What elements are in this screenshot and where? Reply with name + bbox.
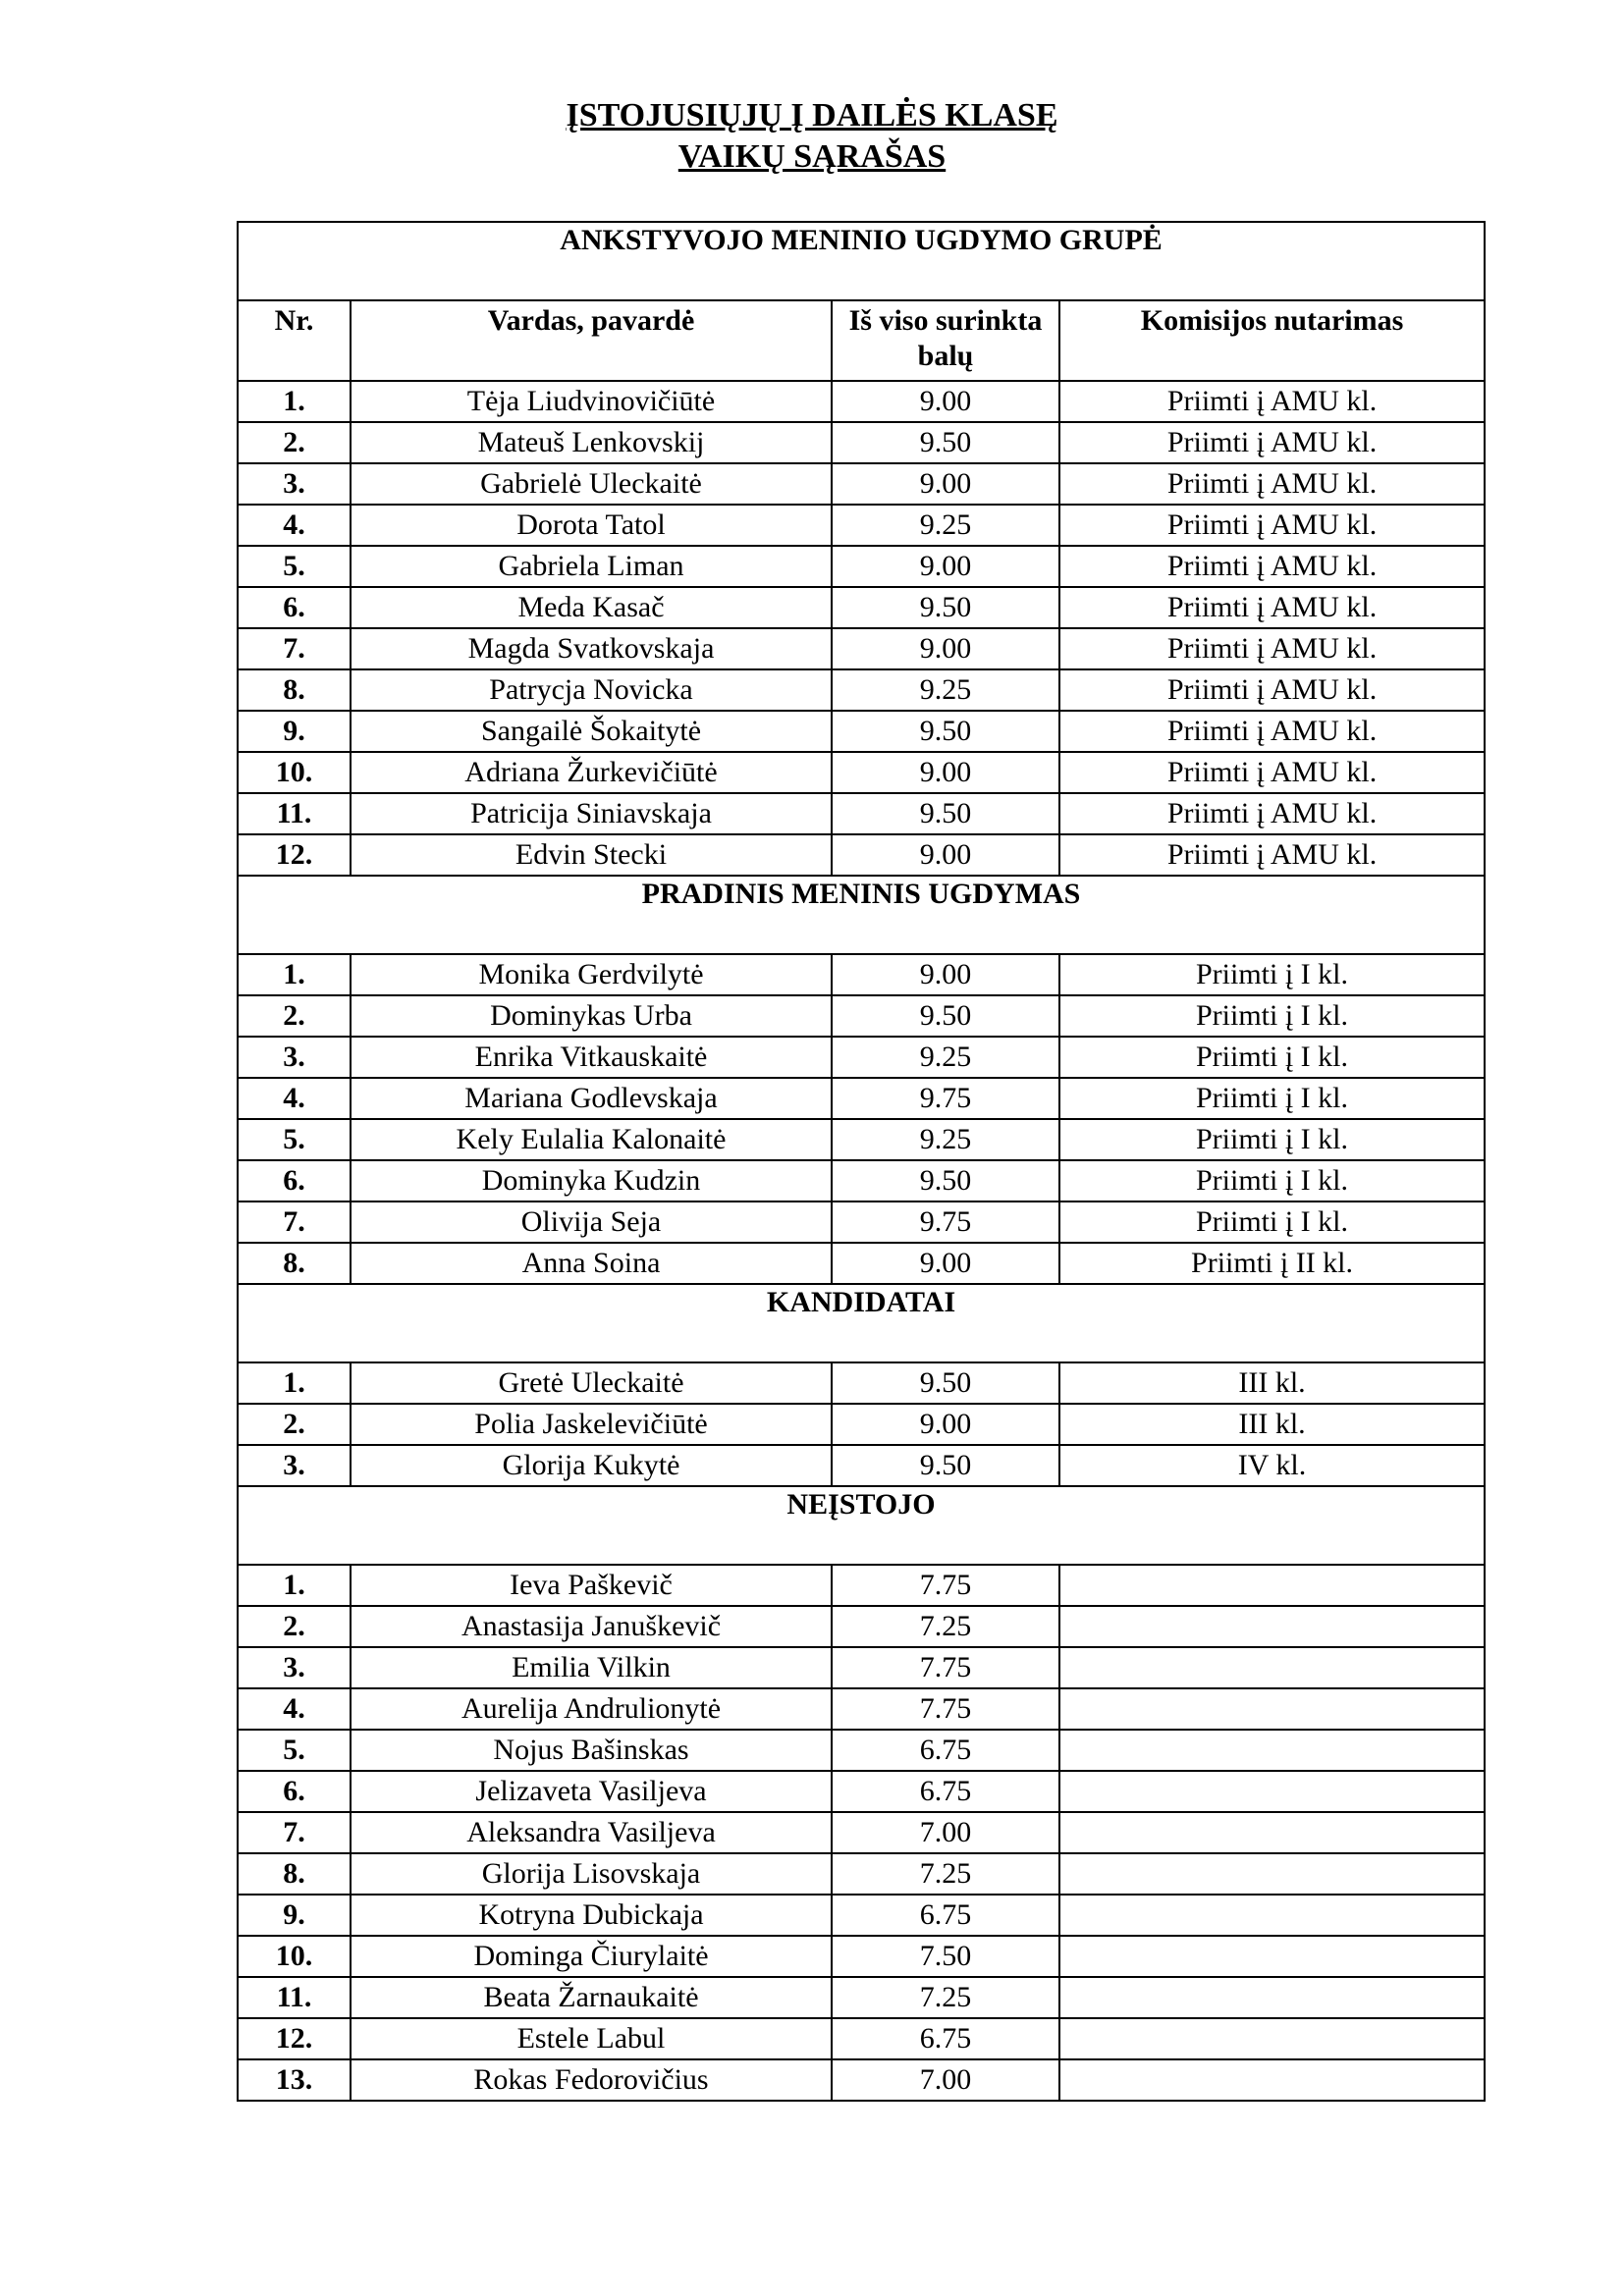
row-number: 6. xyxy=(238,1160,351,1201)
table-row xyxy=(238,711,1485,752)
total-score: 7.75 xyxy=(832,1688,1059,1730)
total-score: 9.00 xyxy=(832,463,1059,505)
table-row xyxy=(238,463,1485,505)
commission-decision: Priimti į I kl. xyxy=(1059,1119,1485,1160)
row-number: 11. xyxy=(238,1977,351,2018)
student-name: Beata Žarnaukaitė xyxy=(351,1977,832,2018)
total-score: 9.00 xyxy=(832,1404,1059,1445)
table-row xyxy=(238,1771,1485,1812)
section-title-row xyxy=(238,1486,1485,1565)
table-row xyxy=(238,1119,1485,1160)
student-name: Olivija Seja xyxy=(351,1201,832,1243)
total-score: 9.00 xyxy=(832,752,1059,793)
commission-decision xyxy=(1059,2018,1485,2059)
total-score: 6.75 xyxy=(832,1730,1059,1771)
table-row xyxy=(238,1404,1485,1445)
student-name: Polia Jaskelevičiūtė xyxy=(351,1404,832,1445)
table-row xyxy=(238,1037,1485,1078)
commission-decision: Priimti į AMU kl. xyxy=(1059,669,1485,711)
row-number: 2. xyxy=(238,995,351,1037)
commission-decision: Priimti į AMU kl. xyxy=(1059,463,1485,505)
student-name: Dominyka Kudzin xyxy=(351,1160,832,1201)
row-number: 12. xyxy=(238,834,351,876)
student-name: Dominykas Urba xyxy=(351,995,832,1037)
total-score: 7.75 xyxy=(832,1647,1059,1688)
student-name: Aurelija Andrulionytė xyxy=(351,1688,832,1730)
table-row xyxy=(238,1078,1485,1119)
commission-decision: Priimti į AMU kl. xyxy=(1059,422,1485,463)
total-score: 9.50 xyxy=(832,587,1059,628)
table-row xyxy=(238,587,1485,628)
student-name: Dorota Tatol xyxy=(351,505,832,546)
commission-decision: Priimti į II kl. xyxy=(1059,1243,1485,1284)
total-score: 7.00 xyxy=(832,2059,1059,2101)
total-score: 9.00 xyxy=(832,834,1059,876)
row-number: 11. xyxy=(238,793,351,834)
row-number: 2. xyxy=(238,1404,351,1445)
row-number: 10. xyxy=(238,752,351,793)
row-number: 1. xyxy=(238,381,351,422)
row-number: 4. xyxy=(238,1688,351,1730)
student-name: Gretė Uleckaitė xyxy=(351,1362,832,1404)
student-name: Patricija Siniavskaja xyxy=(351,793,832,834)
student-name: Anna Soina xyxy=(351,1243,832,1284)
commission-decision: III kl. xyxy=(1059,1404,1485,1445)
header-nr: Nr. xyxy=(238,300,351,381)
total-score: 7.00 xyxy=(832,1812,1059,1853)
row-number: 8. xyxy=(238,1853,351,1895)
table-row xyxy=(238,422,1485,463)
row-number: 2. xyxy=(238,422,351,463)
row-number: 1. xyxy=(238,954,351,995)
total-score: 6.75 xyxy=(832,1895,1059,1936)
table-row xyxy=(238,1445,1485,1486)
row-number: 7. xyxy=(238,1201,351,1243)
commission-decision: Priimti į I kl. xyxy=(1059,995,1485,1037)
section-title: NEĮSTOJO xyxy=(238,1486,1485,1565)
total-score: 7.50 xyxy=(832,1936,1059,1977)
total-score: 9.25 xyxy=(832,1119,1059,1160)
student-name: Magda Svatkovskaja xyxy=(351,628,832,669)
row-number: 8. xyxy=(238,669,351,711)
row-number: 4. xyxy=(238,1078,351,1119)
total-score: 9.75 xyxy=(832,1201,1059,1243)
row-number: 1. xyxy=(238,1362,351,1404)
table-row xyxy=(238,954,1485,995)
total-score: 6.75 xyxy=(832,2018,1059,2059)
section-title: ANKSTYVOJO MENINIO UGDYMO GRUPĖ xyxy=(238,222,1485,300)
commission-decision: Priimti į I kl. xyxy=(1059,1037,1485,1078)
student-name: Mateuš Lenkovskij xyxy=(351,422,832,463)
commission-decision xyxy=(1059,1812,1485,1853)
table-row xyxy=(238,2059,1485,2101)
row-number: 5. xyxy=(238,1730,351,1771)
commission-decision xyxy=(1059,1853,1485,1895)
total-score: 9.50 xyxy=(832,793,1059,834)
commission-decision: Priimti į AMU kl. xyxy=(1059,381,1485,422)
table-row xyxy=(238,381,1485,422)
table-row xyxy=(238,793,1485,834)
table-row xyxy=(238,1812,1485,1853)
commission-decision: IV kl. xyxy=(1059,1445,1485,1486)
total-score: 9.00 xyxy=(832,954,1059,995)
header-decision: Komisijos nutarimas xyxy=(1059,300,1485,381)
total-score: 7.25 xyxy=(832,1853,1059,1895)
student-name: Glorija Lisovskaja xyxy=(351,1853,832,1895)
student-name: Kely Eulalia Kalonaitė xyxy=(351,1119,832,1160)
student-name: Jelizaveta Vasiljeva xyxy=(351,1771,832,1812)
student-name: Meda Kasač xyxy=(351,587,832,628)
commission-decision xyxy=(1059,1936,1485,1977)
commission-decision: Priimti į I kl. xyxy=(1059,1160,1485,1201)
student-name: Ieva Paškevič xyxy=(351,1565,832,1606)
total-score: 9.00 xyxy=(832,381,1059,422)
table-row xyxy=(238,1565,1485,1606)
row-number: 7. xyxy=(238,628,351,669)
row-number: 3. xyxy=(238,1037,351,1078)
table-row xyxy=(238,995,1485,1037)
commission-decision: Priimti į AMU kl. xyxy=(1059,628,1485,669)
commission-decision xyxy=(1059,1730,1485,1771)
table-row xyxy=(238,1895,1485,1936)
student-name: Patrycja Novicka xyxy=(351,669,832,711)
commission-decision: Priimti į AMU kl. xyxy=(1059,546,1485,587)
student-name: Nojus Bašinskas xyxy=(351,1730,832,1771)
admissions-table xyxy=(237,221,1486,2102)
admissions-table-body xyxy=(238,222,1485,2101)
total-score: 9.25 xyxy=(832,669,1059,711)
total-score: 9.50 xyxy=(832,422,1059,463)
row-number: 9. xyxy=(238,711,351,752)
student-name: Monika Gerdvilytė xyxy=(351,954,832,995)
commission-decision xyxy=(1059,1771,1485,1812)
header-score: Iš viso surinkta balų xyxy=(832,300,1059,381)
table-header-row xyxy=(238,300,1485,381)
student-name: Estele Labul xyxy=(351,2018,832,2059)
commission-decision xyxy=(1059,1977,1485,2018)
student-name: Sangailė Šokaitytė xyxy=(351,711,832,752)
student-name: Kotryna Dubickaja xyxy=(351,1895,832,1936)
commission-decision xyxy=(1059,1606,1485,1647)
total-score: 7.75 xyxy=(832,1565,1059,1606)
row-number: 7. xyxy=(238,1812,351,1853)
commission-decision xyxy=(1059,1647,1485,1688)
row-number: 4. xyxy=(238,505,351,546)
student-name: Enrika Vitkauskaitė xyxy=(351,1037,832,1078)
row-number: 3. xyxy=(238,463,351,505)
row-number: 13. xyxy=(238,2059,351,2101)
row-number: 1. xyxy=(238,1565,351,1606)
table-row xyxy=(238,2018,1485,2059)
student-name: Mariana Godlevskaja xyxy=(351,1078,832,1119)
row-number: 6. xyxy=(238,587,351,628)
row-number: 2. xyxy=(238,1606,351,1647)
student-name: Gabriela Liman xyxy=(351,546,832,587)
table-row xyxy=(238,1243,1485,1284)
row-number: 6. xyxy=(238,1771,351,1812)
table-row xyxy=(238,1853,1485,1895)
commission-decision: Priimti į AMU kl. xyxy=(1059,587,1485,628)
section-title-row xyxy=(238,1284,1485,1362)
table-row xyxy=(238,752,1485,793)
student-name: Glorija Kukytė xyxy=(351,1445,832,1486)
row-number: 9. xyxy=(238,1895,351,1936)
table-row xyxy=(238,1606,1485,1647)
commission-decision: Priimti į AMU kl. xyxy=(1059,834,1485,876)
commission-decision xyxy=(1059,1565,1485,1606)
section-title-row xyxy=(238,222,1485,300)
table-row xyxy=(238,505,1485,546)
row-number: 12. xyxy=(238,2018,351,2059)
total-score: 7.25 xyxy=(832,1606,1059,1647)
table-row xyxy=(238,1647,1485,1688)
total-score: 9.50 xyxy=(832,711,1059,752)
table-row xyxy=(238,1977,1485,2018)
commission-decision: III kl. xyxy=(1059,1362,1485,1404)
row-number: 10. xyxy=(238,1936,351,1977)
commission-decision xyxy=(1059,1688,1485,1730)
total-score: 6.75 xyxy=(832,1771,1059,1812)
document-title-line-1: ĮSTOJUSIŲJŲ Į DAILĖS KLASĘ xyxy=(566,97,1058,133)
total-score: 9.25 xyxy=(832,1037,1059,1078)
header-name: Vardas, pavardė xyxy=(351,300,832,381)
commission-decision: Priimti į I kl. xyxy=(1059,1201,1485,1243)
section-title: PRADINIS MENINIS UGDYMAS xyxy=(238,876,1485,954)
row-number: 3. xyxy=(238,1445,351,1486)
total-score: 9.50 xyxy=(832,1362,1059,1404)
row-number: 5. xyxy=(238,546,351,587)
table-row xyxy=(238,1936,1485,1977)
student-name: Gabrielė Uleckaitė xyxy=(351,463,832,505)
total-score: 9.00 xyxy=(832,628,1059,669)
student-name: Tėja Liudvinovičiūtė xyxy=(351,381,832,422)
total-score: 9.50 xyxy=(832,995,1059,1037)
total-score: 9.50 xyxy=(832,1445,1059,1486)
commission-decision: Priimti į AMU kl. xyxy=(1059,793,1485,834)
commission-decision xyxy=(1059,2059,1485,2101)
document-title-line-2: VAIKŲ SĄRAŠAS xyxy=(677,138,947,175)
total-score: 7.25 xyxy=(832,1977,1059,2018)
commission-decision xyxy=(1059,1895,1485,1936)
student-name: Rokas Fedorovičius xyxy=(351,2059,832,2101)
section-title-row xyxy=(238,876,1485,954)
total-score: 9.50 xyxy=(832,1160,1059,1201)
table-row xyxy=(238,1730,1485,1771)
student-name: Edvin Stecki xyxy=(351,834,832,876)
table-row xyxy=(238,669,1485,711)
row-number: 3. xyxy=(238,1647,351,1688)
student-name: Anastasija Januškevič xyxy=(351,1606,832,1647)
section-title: KANDIDATAI xyxy=(238,1284,1485,1362)
student-name: Dominga Čiurylaitė xyxy=(351,1936,832,1977)
row-number: 5. xyxy=(238,1119,351,1160)
commission-decision: Priimti į AMU kl. xyxy=(1059,711,1485,752)
commission-decision: Priimti į AMU kl. xyxy=(1059,505,1485,546)
commission-decision: Priimti į I kl. xyxy=(1059,1078,1485,1119)
row-number: 8. xyxy=(238,1243,351,1284)
total-score: 9.25 xyxy=(832,505,1059,546)
commission-decision: Priimti į I kl. xyxy=(1059,954,1485,995)
table-row xyxy=(238,834,1485,876)
student-name: Aleksandra Vasiljeva xyxy=(351,1812,832,1853)
total-score: 9.00 xyxy=(832,546,1059,587)
commission-decision: Priimti į AMU kl. xyxy=(1059,752,1485,793)
table-row xyxy=(238,1160,1485,1201)
student-name: Emilia Vilkin xyxy=(351,1647,832,1688)
table-row xyxy=(238,628,1485,669)
table-row xyxy=(238,1201,1485,1243)
table-row xyxy=(238,546,1485,587)
table-row xyxy=(238,1688,1485,1730)
total-score: 9.00 xyxy=(832,1243,1059,1284)
total-score: 9.75 xyxy=(832,1078,1059,1119)
table-row xyxy=(238,1362,1485,1404)
student-name: Adriana Žurkevičiūtė xyxy=(351,752,832,793)
